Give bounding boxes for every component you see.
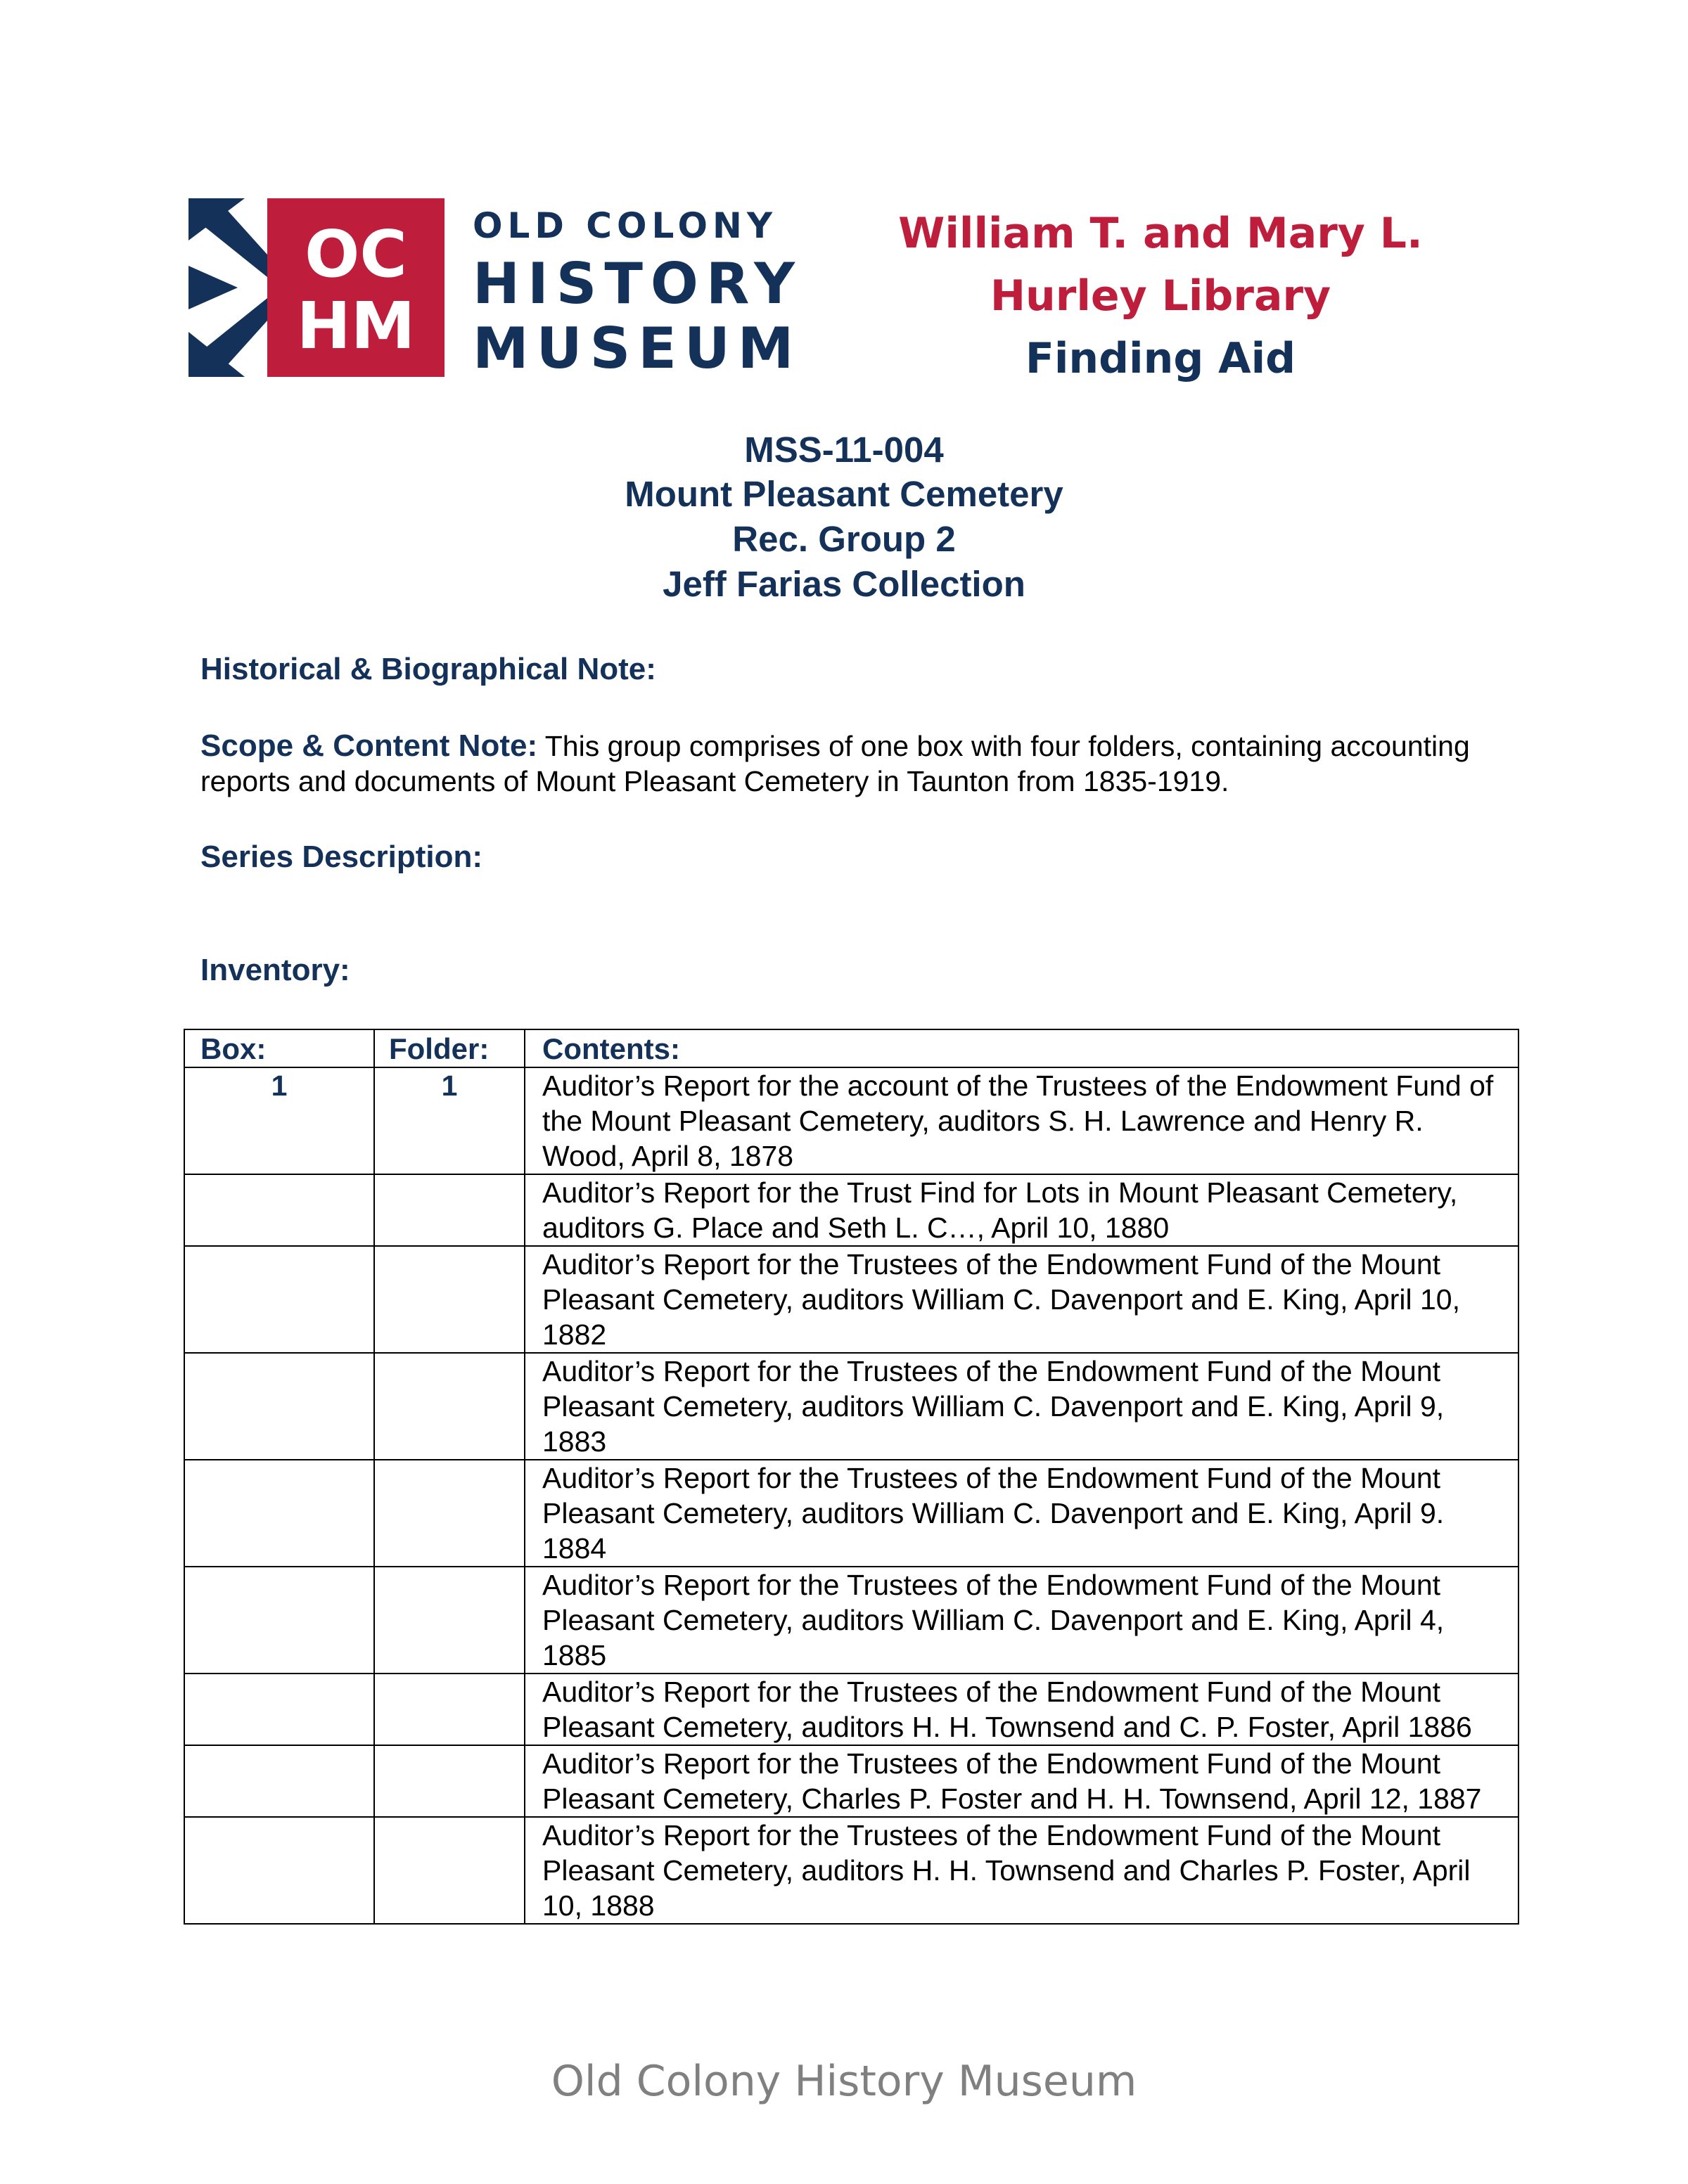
logo-initials-bottom: HM xyxy=(296,288,416,364)
box-column-header: Box: xyxy=(184,1029,374,1067)
box-cell xyxy=(184,1674,374,1745)
folder-cell: 1 xyxy=(374,1067,525,1174)
record-group: Rec. Group 2 xyxy=(732,519,956,559)
table-row xyxy=(184,1067,1518,1174)
box-cell xyxy=(184,1567,374,1674)
box-cell xyxy=(184,1460,374,1567)
contents-cell: Auditor’s Report for the Trustees of the Endowment Fund of the Mount Pleasant Cemetery, auditors William C. Davenport and E. King, April 4, 1885 xyxy=(525,1567,1518,1674)
logo-word-museum: MUSEUM xyxy=(473,316,802,381)
folder-cell xyxy=(374,1745,525,1817)
inventory-table xyxy=(184,1029,1519,1925)
table-row xyxy=(184,1567,1518,1674)
collection-name: Jeff Farias Collection xyxy=(663,564,1025,604)
box-cell xyxy=(184,1353,374,1460)
table-header-row xyxy=(184,1029,1518,1067)
series-description-heading: Series Description: xyxy=(200,840,483,874)
table-row xyxy=(184,1817,1518,1924)
contents-cell: Auditor’s Report for the Trustees of the Endowment Fund of the Mount Pleasant Cemetery, auditors William C. Davenport and E. King, April 9. 1884 xyxy=(525,1460,1518,1567)
contents-cell: Auditor’s Report for the account of the Trustees of the Endowment Fund of the Mount Pleasant Cemetery, auditors S. H. Lawrence and Henry R. Wood, April 8, 1878 xyxy=(525,1067,1518,1174)
logo-word-old-colony: OLD COLONY xyxy=(473,205,778,246)
library-name-line1: William T. and Mary L. xyxy=(898,209,1423,258)
ochm-logo xyxy=(188,198,807,381)
scope-note-text: This group comprises of one box with four folders, containing accounting reports and documents of Mount Pleasant Cemetery in Taunton from 1835-1919. xyxy=(200,730,1470,797)
folder-column-header: Folder: xyxy=(374,1029,525,1067)
contents-cell: Auditor’s Report for the Trustees of the Endowment Fund of the Mount Pleasant Cemetery, Charles P. Foster and H. H. Townsend, April 12, 1887 xyxy=(525,1745,1518,1817)
folder-cell xyxy=(374,1817,525,1924)
box-cell xyxy=(184,1745,374,1817)
table-row xyxy=(184,1174,1518,1246)
scope-content-note xyxy=(200,728,1523,799)
table-row xyxy=(184,1353,1518,1460)
folder-cell xyxy=(374,1460,525,1567)
page-footer: Old Colony History Museum xyxy=(551,2057,1137,2106)
folder-cell xyxy=(374,1674,525,1745)
table-row xyxy=(184,1246,1518,1353)
contents-cell: Auditor’s Report for the Trustees of the Endowment Fund of the Mount Pleasant Cemetery, auditors William C. Davenport and E. King, April 10, 1882 xyxy=(525,1246,1518,1353)
collection-subject: Mount Pleasant Cemetery xyxy=(625,474,1063,514)
contents-cell: Auditor’s Report for the Trustees of the Endowment Fund of the Mount Pleasant Cemetery, auditors H. H. Townsend and Charles P. Foster, April 10, 1888 xyxy=(525,1817,1518,1924)
box-cell xyxy=(184,1817,374,1924)
finding-aid-label: Finding Aid xyxy=(1025,334,1296,383)
historical-note-heading: Historical & Biographical Note: xyxy=(200,652,656,686)
contents-cell: Auditor’s Report for the Trustees of the Endowment Fund of the Mount Pleasant Cemetery, auditors William C. Davenport and E. King, April 9, 1883 xyxy=(525,1353,1518,1460)
library-name-line2: Hurley Library xyxy=(990,271,1331,321)
box-cell xyxy=(184,1246,374,1353)
contents-cell: Auditor’s Report for the Trust Find for Lots in Mount Pleasant Cemetery, auditors G. Place and Seth L. C…, April 10, 1880 xyxy=(525,1174,1518,1246)
inventory-heading: Inventory: xyxy=(200,953,350,987)
box-cell: 1 xyxy=(184,1067,374,1174)
box-cell xyxy=(184,1174,374,1246)
logo-initials-top: OC xyxy=(305,217,407,292)
folder-cell xyxy=(374,1246,525,1353)
manuscript-number: MSS-11-004 xyxy=(744,430,944,470)
table-row xyxy=(184,1460,1518,1567)
table-row xyxy=(184,1745,1518,1817)
folder-cell xyxy=(374,1353,525,1460)
scope-note-heading: Scope & Content Note: xyxy=(200,728,538,763)
logo-word-history: HISTORY xyxy=(473,251,803,316)
contents-cell: Auditor’s Report for the Trustees of the Endowment Fund of the Mount Pleasant Cemetery, auditors H. H. Townsend and C. P. Foster, April 1886 xyxy=(525,1674,1518,1745)
folder-cell xyxy=(374,1174,525,1246)
contents-column-header: Contents: xyxy=(525,1029,1518,1067)
table-row xyxy=(184,1674,1518,1745)
folder-cell xyxy=(374,1567,525,1674)
